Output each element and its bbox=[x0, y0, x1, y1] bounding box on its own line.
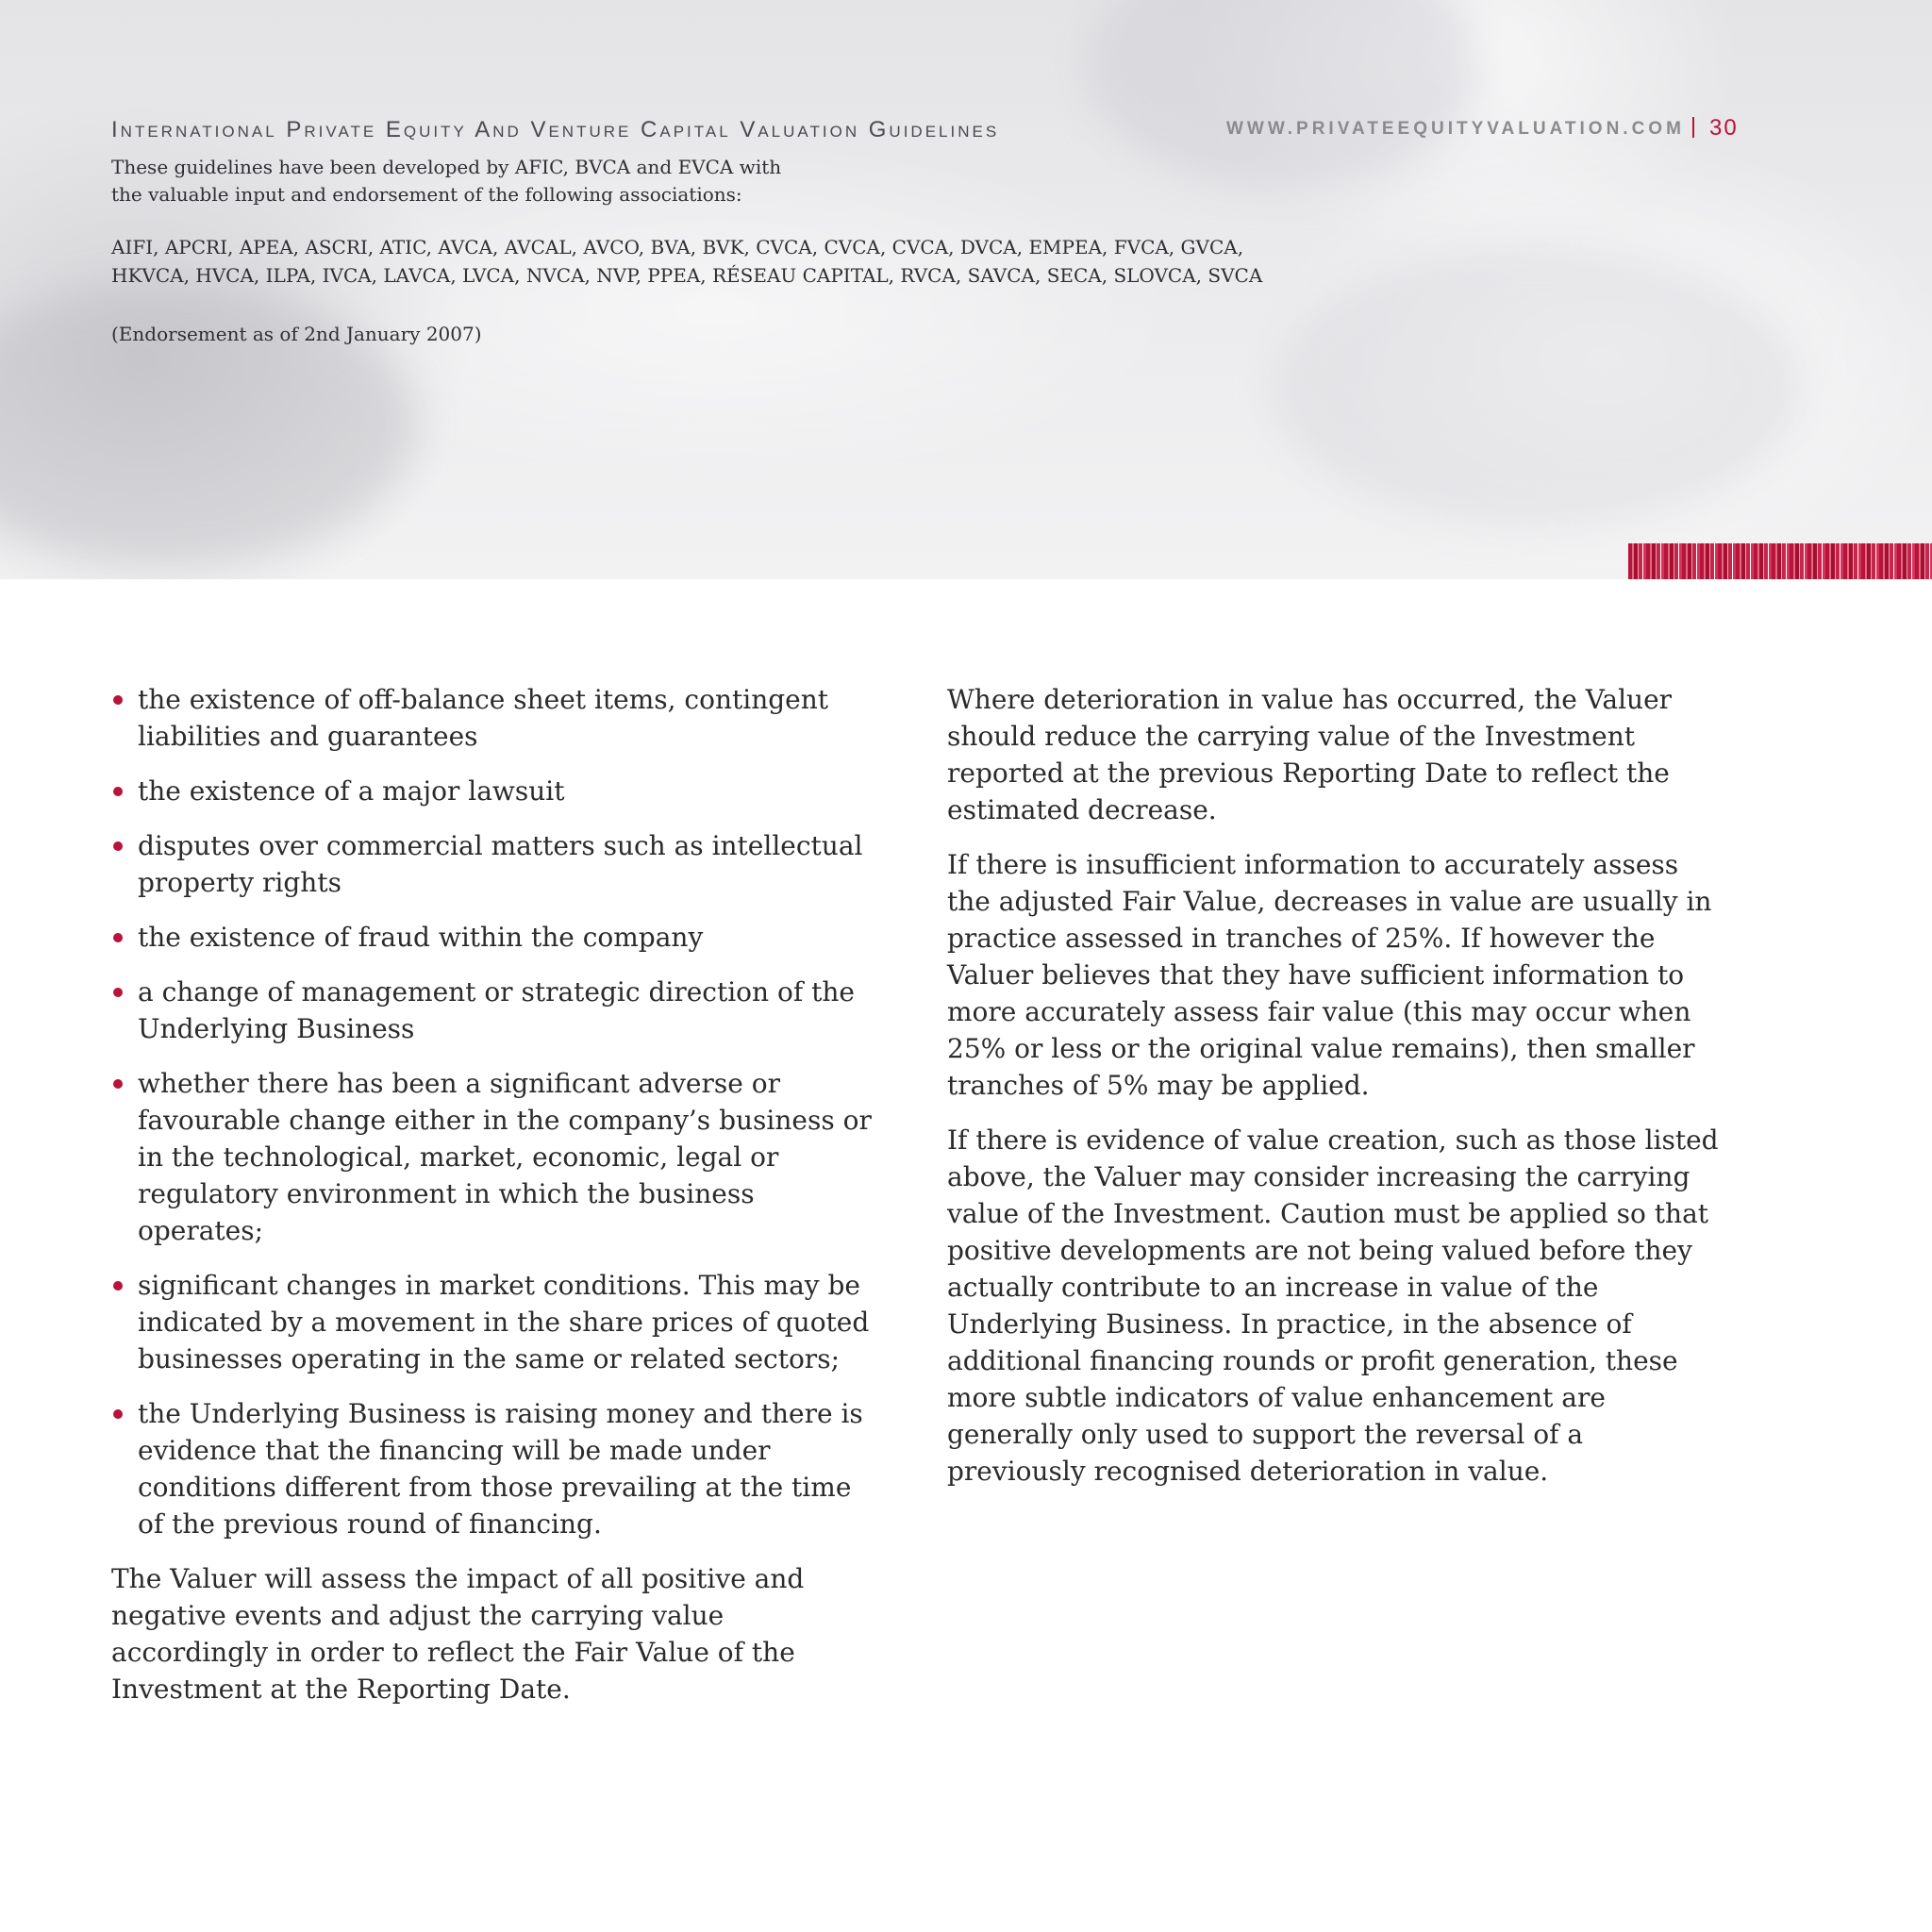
bullet-icon bbox=[113, 988, 123, 997]
indicator-list bbox=[111, 681, 885, 1542]
associations-line: AIFI, APCRI, APEA, ASCRI, ATIC, AVCA, AVCAL, AVCO, BVA, BVK, CVCA, CVCA, CVCA, DVCA, EMPEA, FVCA, GVCA, bbox=[111, 236, 1244, 258]
list-item-text: the existence of a major lawsuit bbox=[138, 775, 565, 807]
associations-line: HKVCA, HVCA, ILPA, IVCA, LAVCA, LVCA, NVCA, NVP, PPEA, RÉSEAU CAPITAL, RVCA, SAVCA, SECA, SLOVCA, SVCA bbox=[111, 264, 1263, 287]
list-item-text: the existence of fraud within the company bbox=[138, 922, 704, 953]
document-title: International Private Equity And Venture Capital Valuation Guidelines bbox=[111, 117, 1000, 142]
endorsement-date: (Endorsement as of 2nd January 2007) bbox=[111, 323, 482, 345]
banner-texture bbox=[1085, 0, 1481, 189]
website-link[interactable]: WWW.PRIVATEEQUITYVALUATION.COM bbox=[1226, 119, 1685, 139]
intro-text bbox=[111, 154, 866, 208]
list-item bbox=[111, 827, 885, 901]
intro-line: the valuable input and endorsement of the following associations: bbox=[111, 183, 742, 206]
list-item bbox=[111, 1065, 885, 1249]
list-item bbox=[111, 974, 885, 1047]
list-item bbox=[111, 773, 885, 809]
closing-paragraph: The Valuer will assess the impact of all positive and negative events and adjust the carrying value accordingly in order to reflect the Fair Value of the Investment at the Reporting Date. bbox=[111, 1563, 805, 1705]
body-paragraph: If there is evidence of value creation, such as those listed above, the Valuer may consider increasing the carrying value of the Investment. Caution must be applied so that positive developments are not being valued before they actually contribute to an increase in value of the Underlying Business. In practice, in the absence of additional financing rounds or profit generation, these more subtle indicators of value enhancement are generally only used to support the reversal of a previously recognised deterioration in value. bbox=[947, 1124, 1719, 1487]
body-paragraph: If there is insufficient information to accurately assess the adjusted Fair Value, decreases in value are usually in practice assessed in tranches of 25%. If however the Valuer believes that they have sufficient information to more accurately assess fair value (this may occur when 25% or less or the original value remains), then smaller tranches of 5% may be applied. bbox=[947, 849, 1712, 1101]
bullet-icon bbox=[113, 933, 123, 942]
page-number: 30 bbox=[1709, 115, 1739, 141]
list-item bbox=[111, 1395, 885, 1542]
bullet-icon bbox=[113, 787, 123, 796]
left-column bbox=[111, 681, 885, 1725]
list-item-text: whether there has been a significant adverse or favourable change either in the company’s business or in the technological, market, economic, legal or regulatory environment in which the business operates; bbox=[138, 1068, 872, 1246]
list-item-text: the Underlying Business is raising money and there is evidence that the financing will be made under conditions different from those prevailing at the time of the previous round of financing. bbox=[138, 1398, 863, 1540]
bullet-icon bbox=[113, 1079, 123, 1089]
body-paragraph: Where deterioration in value has occurred, the Valuer should reduce the carrying value of the Investment reported at the previous Reporting Date to reflect the estimated decrease. bbox=[947, 684, 1673, 825]
list-item-text: disputes over commercial matters such as intellectual property rights bbox=[138, 830, 863, 898]
list-item bbox=[111, 1267, 885, 1377]
list-item-text: a change of management or strategic direction of the Underlying Business bbox=[138, 976, 855, 1044]
bullet-icon bbox=[113, 1281, 123, 1291]
list-item bbox=[111, 681, 885, 755]
associations-list bbox=[111, 233, 1432, 290]
list-item bbox=[111, 919, 885, 956]
header-banner bbox=[0, 0, 1932, 579]
intro-line: These guidelines have been developed by AFIC, BVCA and EVCA with bbox=[111, 156, 782, 178]
right-column bbox=[947, 681, 1721, 1507]
bullet-icon bbox=[113, 1409, 123, 1419]
bullet-icon bbox=[113, 841, 123, 851]
list-item-text: the existence of off-balance sheet items, contingent liabilities and guarantees bbox=[138, 684, 829, 752]
list-item-text: significant changes in market conditions. This may be indicated by a movement in the share prices of quoted businesses operating in the same or related sectors; bbox=[138, 1270, 870, 1374]
bullet-icon bbox=[113, 695, 123, 705]
decorative-stripes bbox=[1628, 543, 1932, 579]
header-divider bbox=[1692, 117, 1694, 138]
